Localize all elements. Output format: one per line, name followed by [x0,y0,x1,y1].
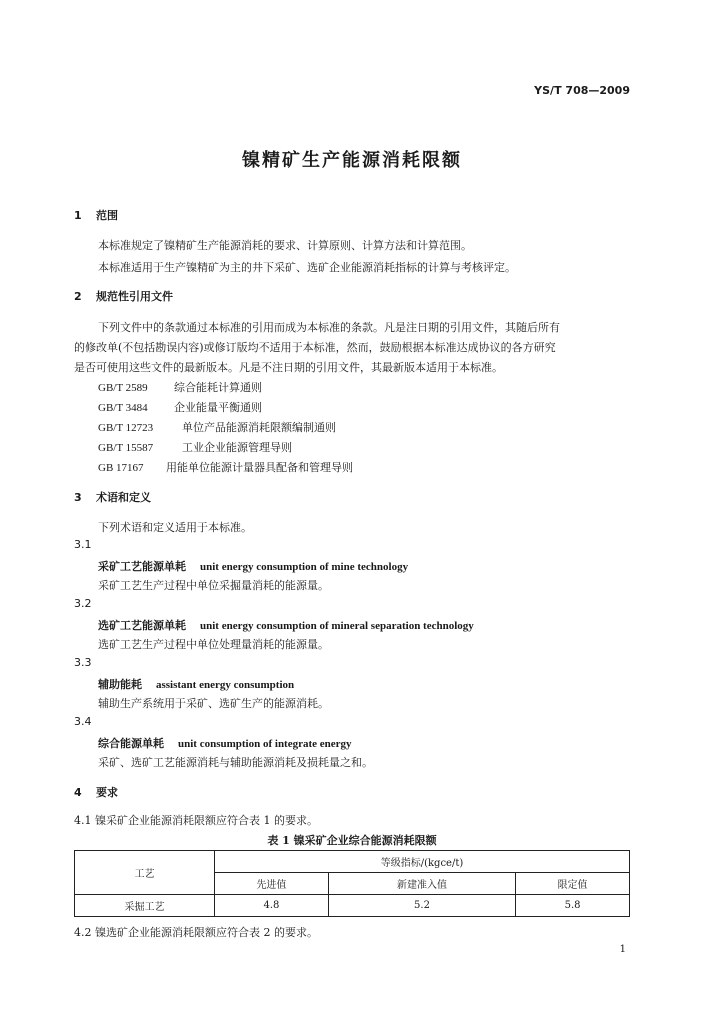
header-process: 工艺 [75,851,215,895]
section-title: 范围 [96,209,118,222]
s2-line-2: 的修改单(不包括勘误内容)或修订版均不适用于本标准，然而，鼓励根据本标准达成协议的各方研究 [74,341,556,354]
reference-item [98,419,336,435]
reference-item [98,439,292,455]
table-row [75,895,630,917]
term-heading [98,735,352,751]
page-title: 镍精矿生产能源消耗限额 [242,150,462,171]
term-number: 3.3 [74,656,92,669]
value-limit: 5.8 [516,895,630,917]
s3-intro: 下列术语和定义适用于本标准。 [98,521,252,534]
section-title: 术语和定义 [96,491,151,504]
term-definition: 选矿工艺生产过程中单位处理量消耗的能源量。 [98,638,329,651]
section-2-heading [74,288,173,304]
term-en: unit consumption of integrate energy [178,738,352,750]
header-limit: 限定值 [516,873,630,895]
section-number: 4 [74,786,82,799]
s2-line-3: 是否可使用这些文件的最新版本。凡是不注日期的引用文件，其最新版本适用于本标准。 [74,361,503,374]
page-number: 1 [619,944,626,955]
value-advanced: 4.8 [215,895,329,917]
term-heading [98,676,294,692]
section-3-heading [74,489,151,505]
energy-limit-table [74,850,630,917]
term-heading [98,617,474,633]
table-caption: 表 1 镍采矿企业综合能源消耗限额 [267,834,437,847]
term-cn: 综合能源单耗 [98,737,164,750]
term-en: unit energy consumption of mine technology [200,561,409,573]
value-new-entry: 5.2 [328,895,515,917]
s1-paragraph-2: 本标准适用于生产镍精矿为主的井下采矿、选矿企业能源消耗指标的计算与考核评定。 [98,261,516,274]
term-en: assistant energy consumption [156,679,295,691]
section-title: 要求 [96,786,118,799]
reference-item [98,459,353,475]
section-number: 2 [74,290,82,303]
term-number: 3.2 [74,597,92,610]
section-title: 规范性引用文件 [96,290,173,303]
reference-code: GB/T 12723 [98,422,154,434]
header-grade-index: 等级指标/(kgce/t) [215,851,630,873]
reference-title: 企业能量平衡通则 [174,401,262,414]
reference-title: 工业企业能源管理导则 [182,441,292,454]
term-number: 3.1 [74,538,92,551]
term-cn: 选矿工艺能源单耗 [98,619,186,632]
reference-item [98,379,262,395]
row-label: 采掘工艺 [75,895,215,917]
reference-code: GB/T 2589 [98,382,148,394]
term-definition: 采矿、选矿工艺能源消耗与辅助能源消耗及损耗量之和。 [98,756,373,769]
term-definition: 辅助生产系统用于采矿、选矿生产的能源消耗。 [98,697,329,710]
term-heading [98,558,408,574]
reference-code: GB/T 15587 [98,442,154,454]
term-definition: 采矿工艺生产过程中单位采掘量消耗的能源量。 [98,579,329,592]
clause-4-1: 4.1 镍采矿企业能源消耗限额应符合表 1 的要求。 [74,814,318,827]
header-new-entry: 新建准入值 [328,873,515,895]
header-advanced: 先进值 [215,873,329,895]
clause-4-2: 4.2 镍选矿企业能源消耗限额应符合表 2 的要求。 [74,926,318,939]
section-4-heading [74,784,118,800]
s2-line-1: 下列文件中的条款通过本标准的引用而成为本标准的条款。凡是注日期的引用文件，其随后所有 [98,321,560,334]
term-cn: 采矿工艺能源单耗 [98,560,186,573]
reference-code: GB/T 3484 [98,402,148,414]
reference-code: GB 17167 [98,462,144,474]
term-cn: 辅助能耗 [98,678,142,691]
term-number: 3.4 [74,715,92,728]
reference-title: 用能单位能源计量器具配备和管理导则 [166,461,353,474]
term-en: unit energy consumption of mineral separation technology [200,620,474,632]
table-header-row [75,851,630,873]
reference-title: 综合能耗计算通则 [174,381,262,394]
reference-title: 单位产品能源消耗限额编制通则 [182,421,336,434]
section-number: 1 [74,209,82,222]
section-1-heading [74,207,118,223]
s1-paragraph-1: 本标准规定了镍精矿生产能源消耗的要求、计算原则、计算方法和计算范围。 [98,239,472,252]
reference-item [98,399,262,415]
section-number: 3 [74,491,82,504]
standard-number: YS/T 708—2009 [534,84,630,97]
